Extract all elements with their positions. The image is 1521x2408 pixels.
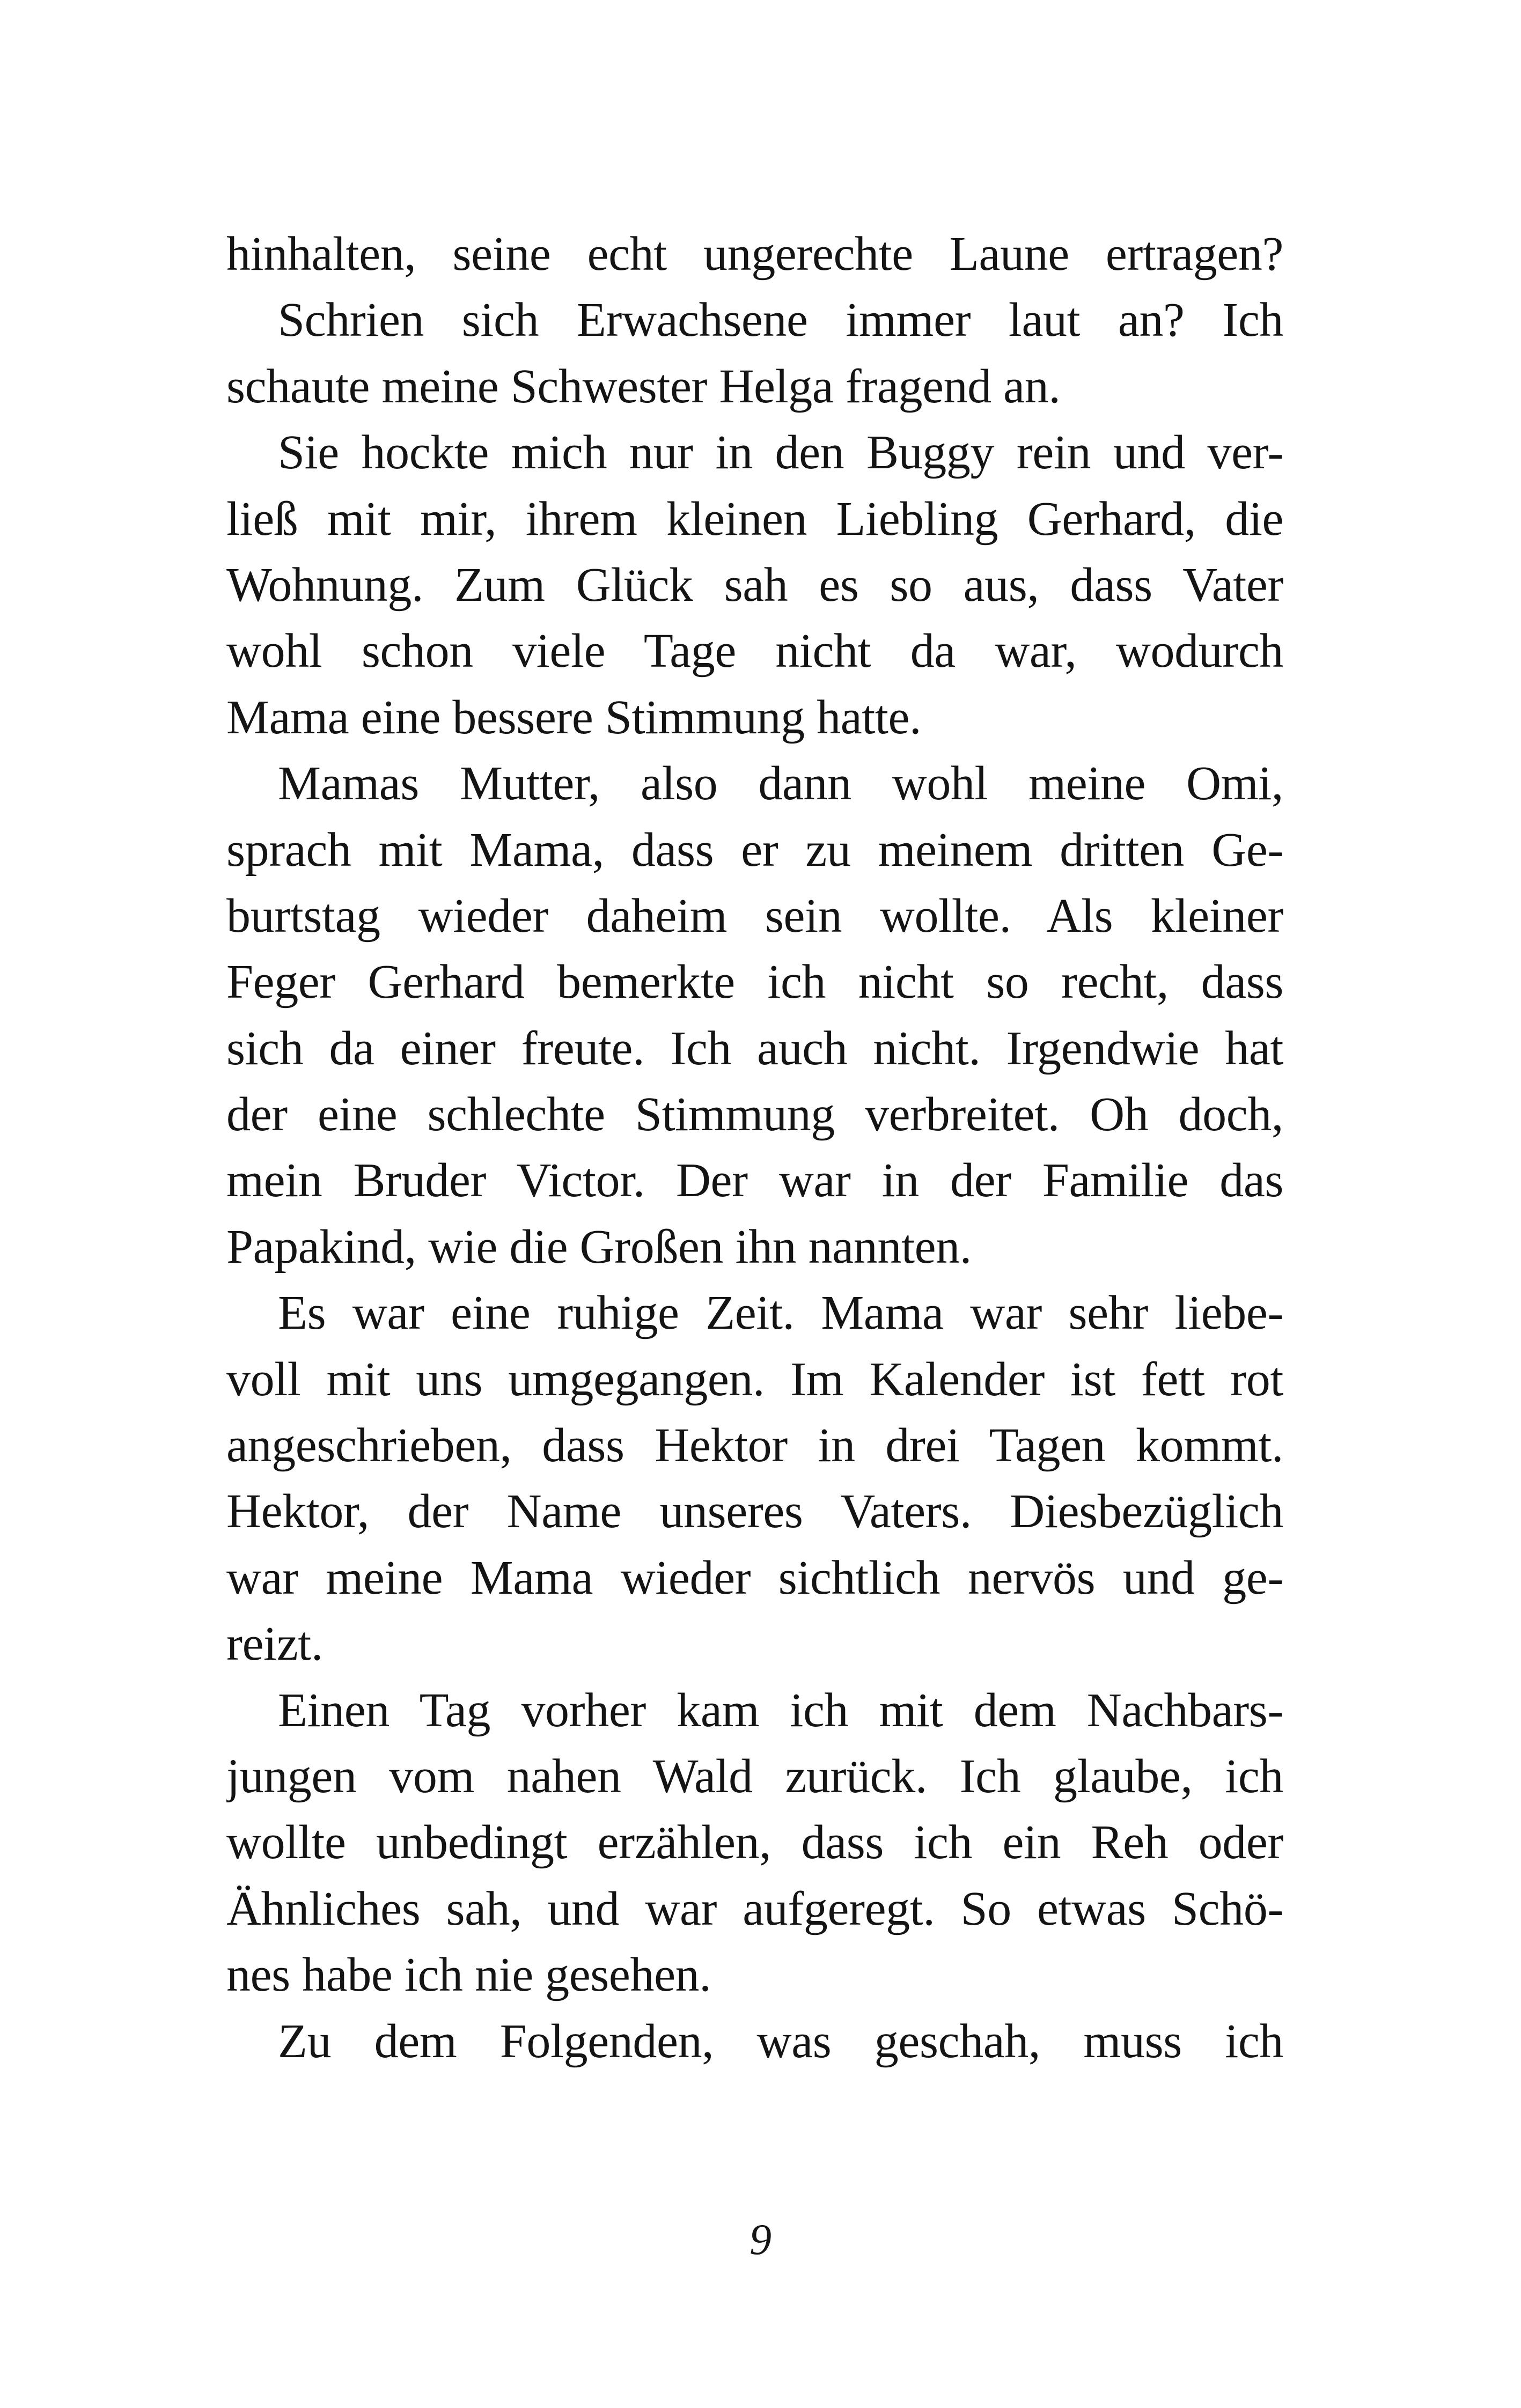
text-line: mein Bruder Victor. Der war in der Familie das [226, 1154, 1283, 1207]
text-line: Wohnung. Zum Glück sah es so aus, dass Vater [226, 558, 1283, 612]
text-line: wollte unbedingt erzählen, dass ich ein Reh oder [226, 1816, 1283, 1869]
text-line: jungen vom nahen Wald zurück. Ich glaube, ich [226, 1749, 1283, 1803]
text-line: wohl schon viele Tage nicht da war, wodurch [226, 624, 1283, 678]
text-line: Ähnliches sah, und war aufgeregt. So etwas Schö- [226, 1882, 1283, 1935]
text-line: war meine Mama wieder sichtlich nervös und ge- [226, 1551, 1283, 1604]
text-line: sprach mit Mama, dass er zu meinem dritten Ge- [226, 823, 1283, 877]
text-line: Zu dem Folgenden, was geschah, muss ich [278, 2014, 1283, 2068]
text-line: Mama eine bessere Stimmung hatte. [226, 690, 922, 744]
text-line: hinhalten, seine echt ungerechte Laune ertragen? [226, 227, 1283, 281]
text-line: ließ mit mir, ihrem kleinen Liebling Gerhard, die [226, 492, 1283, 546]
text-line: burtstag wieder daheim sein wollte. Als kleiner [226, 889, 1283, 942]
text-line: Hektor, der Name unseres Vaters. Diesbezüglich [226, 1485, 1283, 1538]
text-line: reizt. [226, 1617, 323, 1671]
text-line: Feger Gerhard bemerkte ich nicht so recht, dass [226, 955, 1283, 1009]
text-line: Es war eine ruhige Zeit. Mama war sehr liebe- [278, 1286, 1283, 1340]
text-line: nes habe ich nie gesehen. [226, 1948, 711, 2002]
text-line: Einen Tag vorher kam ich mit dem Nachbars- [278, 1683, 1283, 1737]
text-line: der eine schlechte Stimmung verbreitet. Oh doch, [226, 1088, 1283, 1142]
text-line: Mamas Mutter, also dann wohl meine Omi, [278, 757, 1283, 811]
page-number: 9 [750, 2215, 771, 2264]
text-line: angeschrieben, dass Hektor in drei Tagen kommt. [226, 1419, 1283, 1472]
text-line: Papakind, wie die Großen ihn nannten. [226, 1220, 972, 1273]
text-line: Schrien sich Erwachsene immer laut an? Ich [278, 293, 1283, 347]
text-line: voll mit uns umgegangen. Im Kalender ist fett rot [226, 1352, 1283, 1406]
text-line: Sie hockte mich nur in den Buggy rein und ver- [278, 426, 1283, 480]
text-line: schaute meine Schwester Helga fragend an. [226, 359, 1061, 413]
text-line: sich da einer freute. Ich auch nicht. Irgendwie hat [226, 1021, 1283, 1075]
body-text [226, 221, 1283, 2074]
